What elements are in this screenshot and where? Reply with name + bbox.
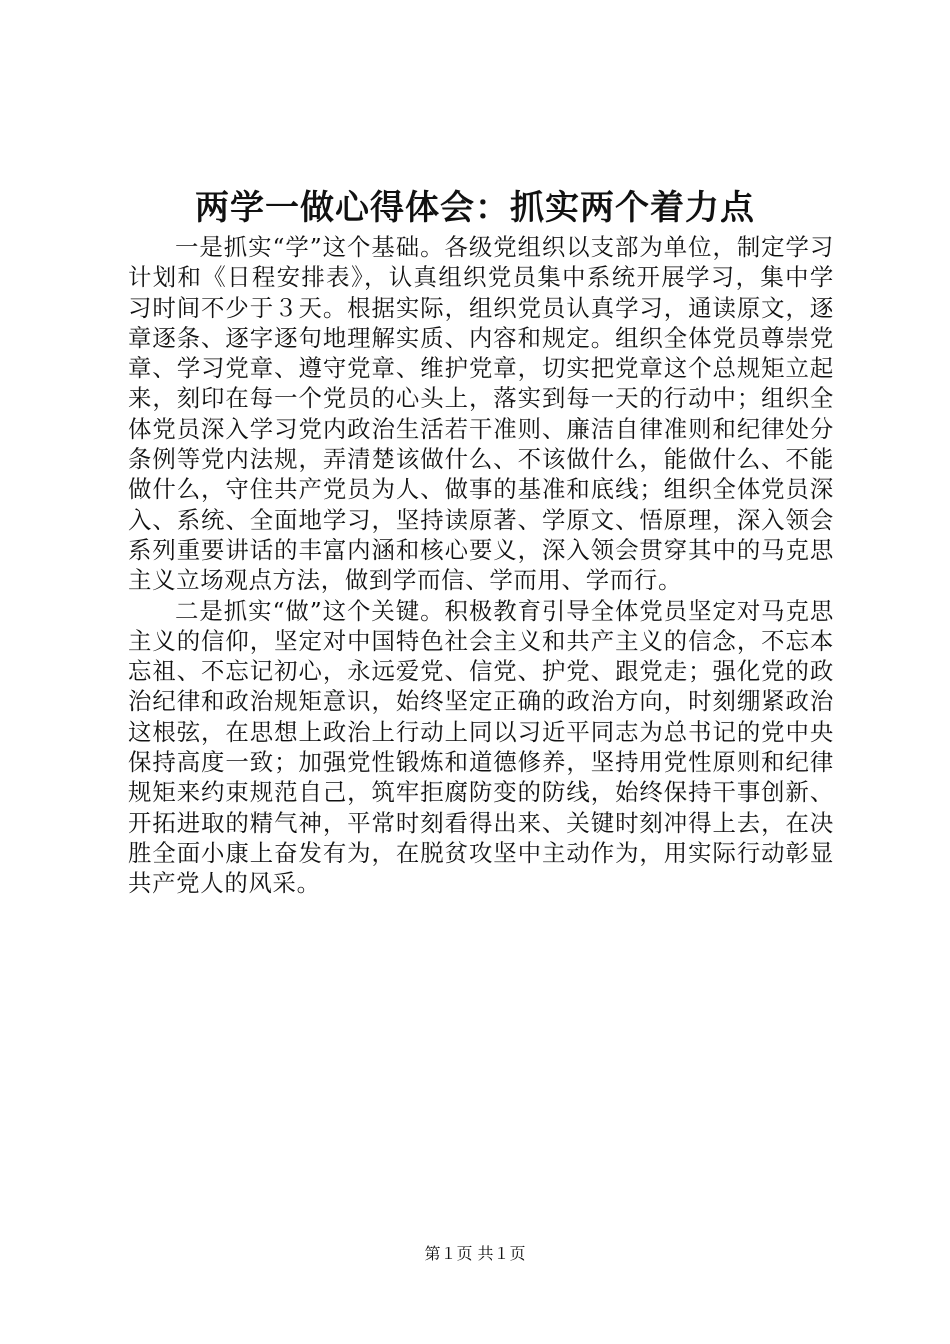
document-title: 两学一做心得体会：抓实两个着力点	[195, 188, 755, 228]
document-body	[128, 232, 834, 899]
paragraph-2: 二是抓实“做”这个关键。积极教育引导全体党员坚定对马克思主义的信仰，坚定对中国特色社会主义和共产主义的信念，不忘本忘祖、不忘记初心，永远爱党、信党、护党、跟党走；强化党的政治纪律和政治规矩意识，始终坚定正确的政治方向，时刻绷紧政治这根弦，在思想上政治上行动上同以习近平同志为总书记的党中央保持高度一致；加强党性锻炼和道德修养，坚持用党性原则和纪律规矩来约束规范自己，筑牢拒腐防变的防线，始终保持干事创新、开拓进取的精气神，平常时刻看得出来、关键时刻冲得上去，在决胜全面小康上奋发有为，在脱贫攻坚中主动作为，用实际行动彰显共产党人的风采。	[128, 596, 834, 898]
page-footer: 第１页 共１页	[424, 1244, 526, 1263]
paragraph-1: 一是抓实“学”这个基础。各级党组织以支部为单位，制定学习计划和《日程安排表》，认真组织党员集中系统开展学习，集中学习时间不少于３天。根据实际，组织党员认真学习，通读原文，逐章逐条、逐字逐句地理解实质、内容和规定。组织全体党员尊崇党章、学习党章、遵守党章、维护党章，切实把党章这个总规矩立起来，刻印在每一个党员的心头上，落实到每一天的行动中；组织全体党员深入学习党内政治生活若干准则、廉洁自律准则和纪律处分条例等党内法规，弄清楚该做什么、不该做什么，能做什么、不能做什么，守住共产党员为人、做事的基准和底线；组织全体党员深入、系统、全面地学习，坚持读原著、学原文、悟原理，深入领会系列重要讲话的丰富内涵和核心要义，深入领会贯穿其中的马克思主义立场观点方法，做到学而信、学而用、学而行。	[128, 233, 834, 595]
